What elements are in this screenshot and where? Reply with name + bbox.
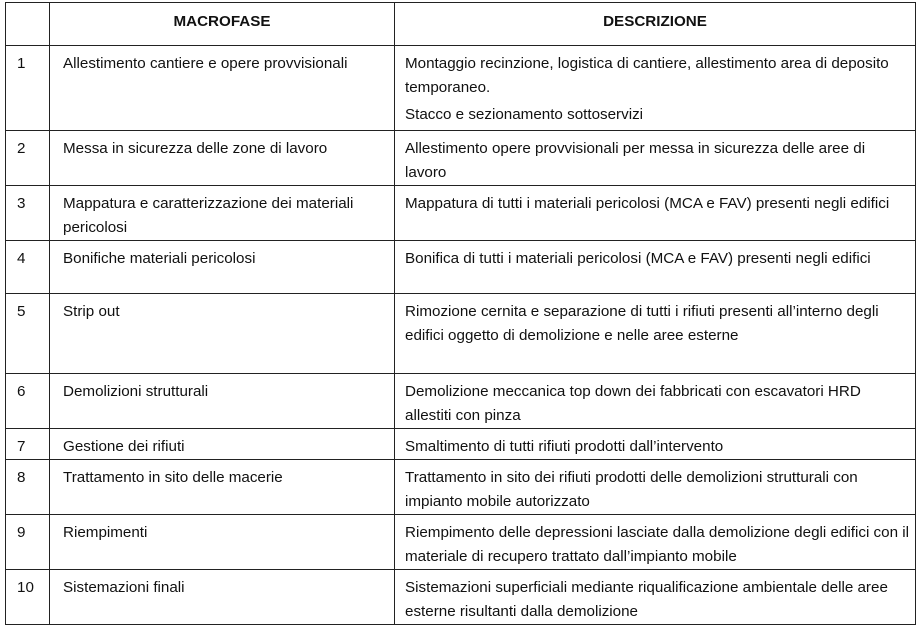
row-descrizione (395, 570, 916, 625)
row-number: 7 (6, 429, 50, 460)
macrophase-table (5, 2, 916, 625)
description-paragraph: Bonifica di tutti i materiali pericolosi (MCA e FAV) presenti negli edifici (405, 250, 871, 267)
row-macrofase: Strip out (50, 294, 395, 374)
table-row (6, 515, 916, 570)
description-paragraph: Smaltimento di tutti rifiuti prodotti dall’intervento (405, 438, 724, 455)
row-macrofase: Sistemazioni finali (50, 570, 395, 625)
row-macrofase: Trattamento in sito delle macerie (50, 460, 395, 515)
table-row (6, 374, 916, 429)
row-descrizione (395, 374, 916, 429)
row-number: 3 (6, 186, 50, 241)
row-descrizione (395, 515, 916, 570)
table-row (6, 570, 916, 625)
description-paragraph: Stacco e sezionamento sottoservizi (405, 106, 644, 123)
row-macrofase: Messa in sicurezza delle zone di lavoro (50, 131, 395, 186)
table-row (6, 131, 916, 186)
row-descrizione (395, 186, 916, 241)
row-number: 8 (6, 460, 50, 515)
header-macrofase: MACROFASE (50, 3, 395, 46)
table-row (6, 46, 916, 131)
row-descrizione (395, 460, 916, 515)
description-paragraph: Trattamento in sito dei rifiuti prodotti delle demolizioni strutturali con impianto mobile autorizzato (405, 469, 858, 510)
row-number: 6 (6, 374, 50, 429)
row-number: 4 (6, 241, 50, 294)
table-row (6, 294, 916, 374)
row-descrizione (395, 294, 916, 374)
row-macrofase: Bonifiche materiali pericolosi (50, 241, 395, 294)
description-paragraph: Allestimento opere provvisionali per messa in sicurezza delle aree di lavoro (405, 140, 866, 181)
table-row (6, 186, 916, 241)
row-macrofase: Allestimento cantiere e opere provvisionali (50, 46, 395, 131)
header-number (6, 3, 50, 46)
row-descrizione (395, 46, 916, 131)
row-descrizione (395, 131, 916, 186)
row-number: 2 (6, 131, 50, 186)
row-descrizione (395, 429, 916, 460)
table-row (6, 241, 916, 294)
description-paragraph: Sistemazioni superficiali mediante riqualificazione ambientale delle aree esterne risultanti dalla demolizione (405, 579, 888, 620)
table-header-row (6, 3, 916, 46)
header-descrizione: DESCRIZIONE (395, 3, 916, 46)
row-macrofase: Mappatura e caratterizzazione dei materiali pericolosi (50, 186, 395, 241)
row-number: 9 (6, 515, 50, 570)
row-number: 1 (6, 46, 50, 131)
description-paragraph: Mappatura di tutti i materiali pericolosi (MCA e FAV) presenti negli edifici (405, 195, 890, 212)
row-descrizione (395, 241, 916, 294)
description-paragraph: Demolizione meccanica top down dei fabbricati con escavatori HRD allestiti con pinza (405, 383, 861, 424)
row-number: 5 (6, 294, 50, 374)
description-paragraph: Riempimento delle depressioni lasciate dalla demolizione degli edifici con il materiale di recupero trattato dall’impianto mobile (405, 524, 909, 565)
row-macrofase: Gestione dei rifiuti (50, 429, 395, 460)
row-number: 10 (6, 570, 50, 625)
description-paragraph: Montaggio recinzione, logistica di cantiere, allestimento area di deposito temporaneo. (405, 55, 889, 96)
table-row (6, 460, 916, 515)
row-macrofase: Riempimenti (50, 515, 395, 570)
table-row (6, 429, 916, 460)
row-macrofase: Demolizioni strutturali (50, 374, 395, 429)
table-body (6, 46, 916, 625)
description-paragraph: Rimozione cernita e separazione di tutti i rifiuti presenti all’interno degli edifici oggetto di demolizione e nelle aree esterne (405, 303, 879, 344)
